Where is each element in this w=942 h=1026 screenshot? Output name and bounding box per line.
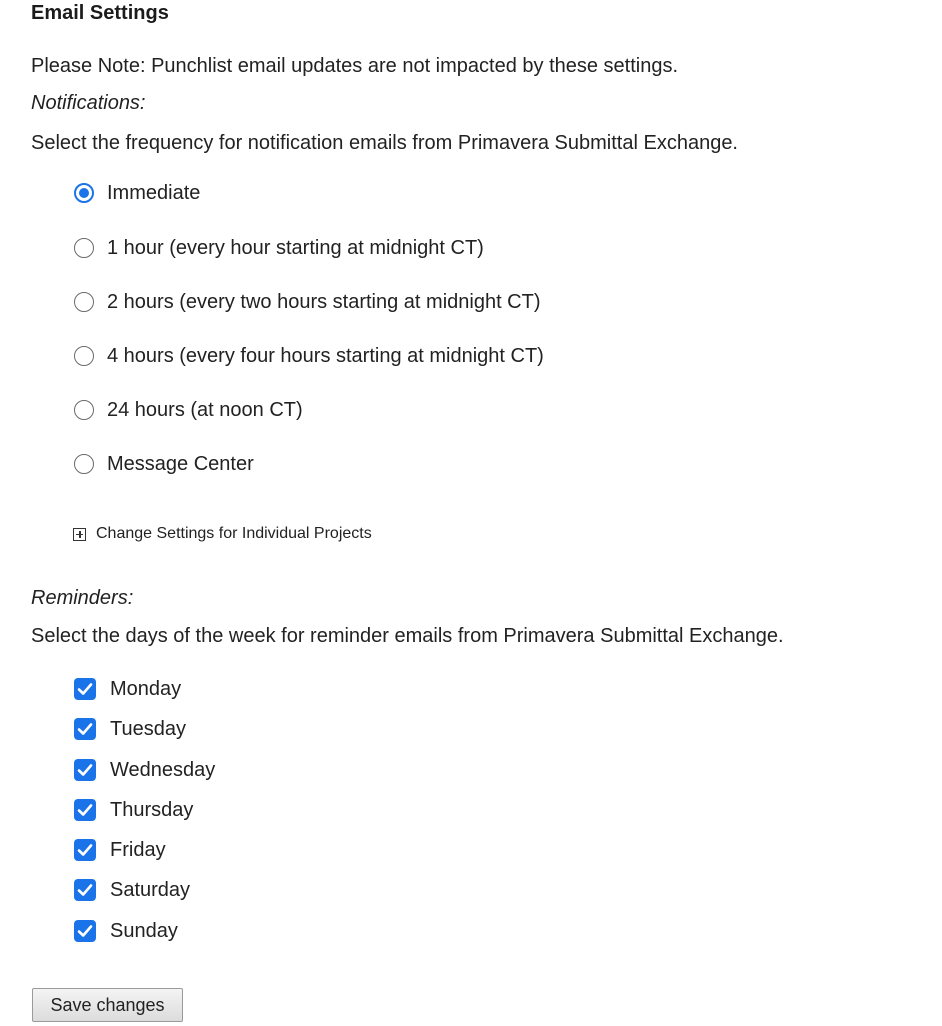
radio-button[interactable] bbox=[74, 183, 94, 203]
radio-button[interactable] bbox=[74, 346, 94, 366]
radio-label: 1 hour (every hour starting at midnight CT) bbox=[107, 236, 484, 259]
checkbox-label: Wednesday bbox=[110, 758, 216, 781]
notifications-heading: Notifications: bbox=[31, 92, 146, 114]
checkbox-label: Friday bbox=[110, 838, 166, 861]
checkbox-label: Thursday bbox=[110, 798, 194, 821]
checkbox-saturday[interactable] bbox=[74, 877, 190, 903]
checkbox-checked-icon[interactable] bbox=[74, 920, 96, 942]
checkbox-checked-icon[interactable] bbox=[74, 759, 96, 781]
radio-label: 2 hours (every two hours starting at midnight CT) bbox=[107, 290, 541, 313]
checkbox-friday[interactable] bbox=[74, 837, 166, 863]
punchlist-note: Please Note: Punchlist email updates are not impacted by these settings. bbox=[31, 55, 679, 77]
checkbox-checked-icon[interactable] bbox=[74, 718, 96, 740]
reminders-description: Select the days of the week for reminder emails from Primavera Submittal Exchange. bbox=[31, 625, 784, 647]
checkbox-label: Tuesday bbox=[110, 717, 186, 740]
checkbox-checked-icon[interactable] bbox=[74, 678, 96, 700]
checkbox-wednesday[interactable] bbox=[74, 757, 215, 783]
checkbox-label: Saturday bbox=[110, 878, 191, 901]
page-title: Email Settings bbox=[31, 2, 169, 24]
radio-option-message-center[interactable] bbox=[74, 451, 254, 477]
save-changes-button[interactable]: Save changes bbox=[32, 988, 183, 1022]
notifications-description: Select the frequency for notification emails from Primavera Submittal Exchange. bbox=[31, 132, 738, 154]
checkbox-tuesday[interactable] bbox=[74, 716, 186, 742]
radio-label: Message Center bbox=[107, 452, 254, 475]
radio-button[interactable] bbox=[74, 238, 94, 258]
radio-option-24-hours[interactable] bbox=[74, 397, 303, 423]
change-individual-projects-toggle[interactable] bbox=[73, 525, 372, 543]
reminders-heading: Reminders: bbox=[31, 587, 134, 609]
radio-option-4-hours[interactable] bbox=[74, 343, 544, 369]
checkbox-thursday[interactable] bbox=[74, 797, 193, 823]
radio-button[interactable] bbox=[74, 292, 94, 312]
radio-label: 4 hours (every four hours starting at midnight CT) bbox=[107, 344, 544, 367]
checkbox-monday[interactable] bbox=[74, 676, 181, 702]
checkbox-checked-icon[interactable] bbox=[74, 879, 96, 901]
checkbox-checked-icon[interactable] bbox=[74, 799, 96, 821]
radio-label: 24 hours (at noon CT) bbox=[107, 398, 303, 421]
radio-option-2-hours[interactable] bbox=[74, 289, 541, 315]
checkbox-label: Monday bbox=[110, 677, 182, 700]
radio-button[interactable] bbox=[74, 400, 94, 420]
radio-button[interactable] bbox=[74, 454, 94, 474]
plus-box-icon[interactable] bbox=[73, 528, 86, 541]
checkbox-checked-icon[interactable] bbox=[74, 839, 96, 861]
checkbox-label: Sunday bbox=[110, 919, 178, 942]
change-individual-projects-link[interactable]: Change Settings for Individual Projects bbox=[96, 525, 372, 542]
radio-option-1-hour[interactable] bbox=[74, 235, 484, 261]
radio-label: Immediate bbox=[107, 181, 201, 204]
checkbox-sunday[interactable] bbox=[74, 918, 178, 944]
radio-option-immediate[interactable] bbox=[74, 180, 200, 206]
